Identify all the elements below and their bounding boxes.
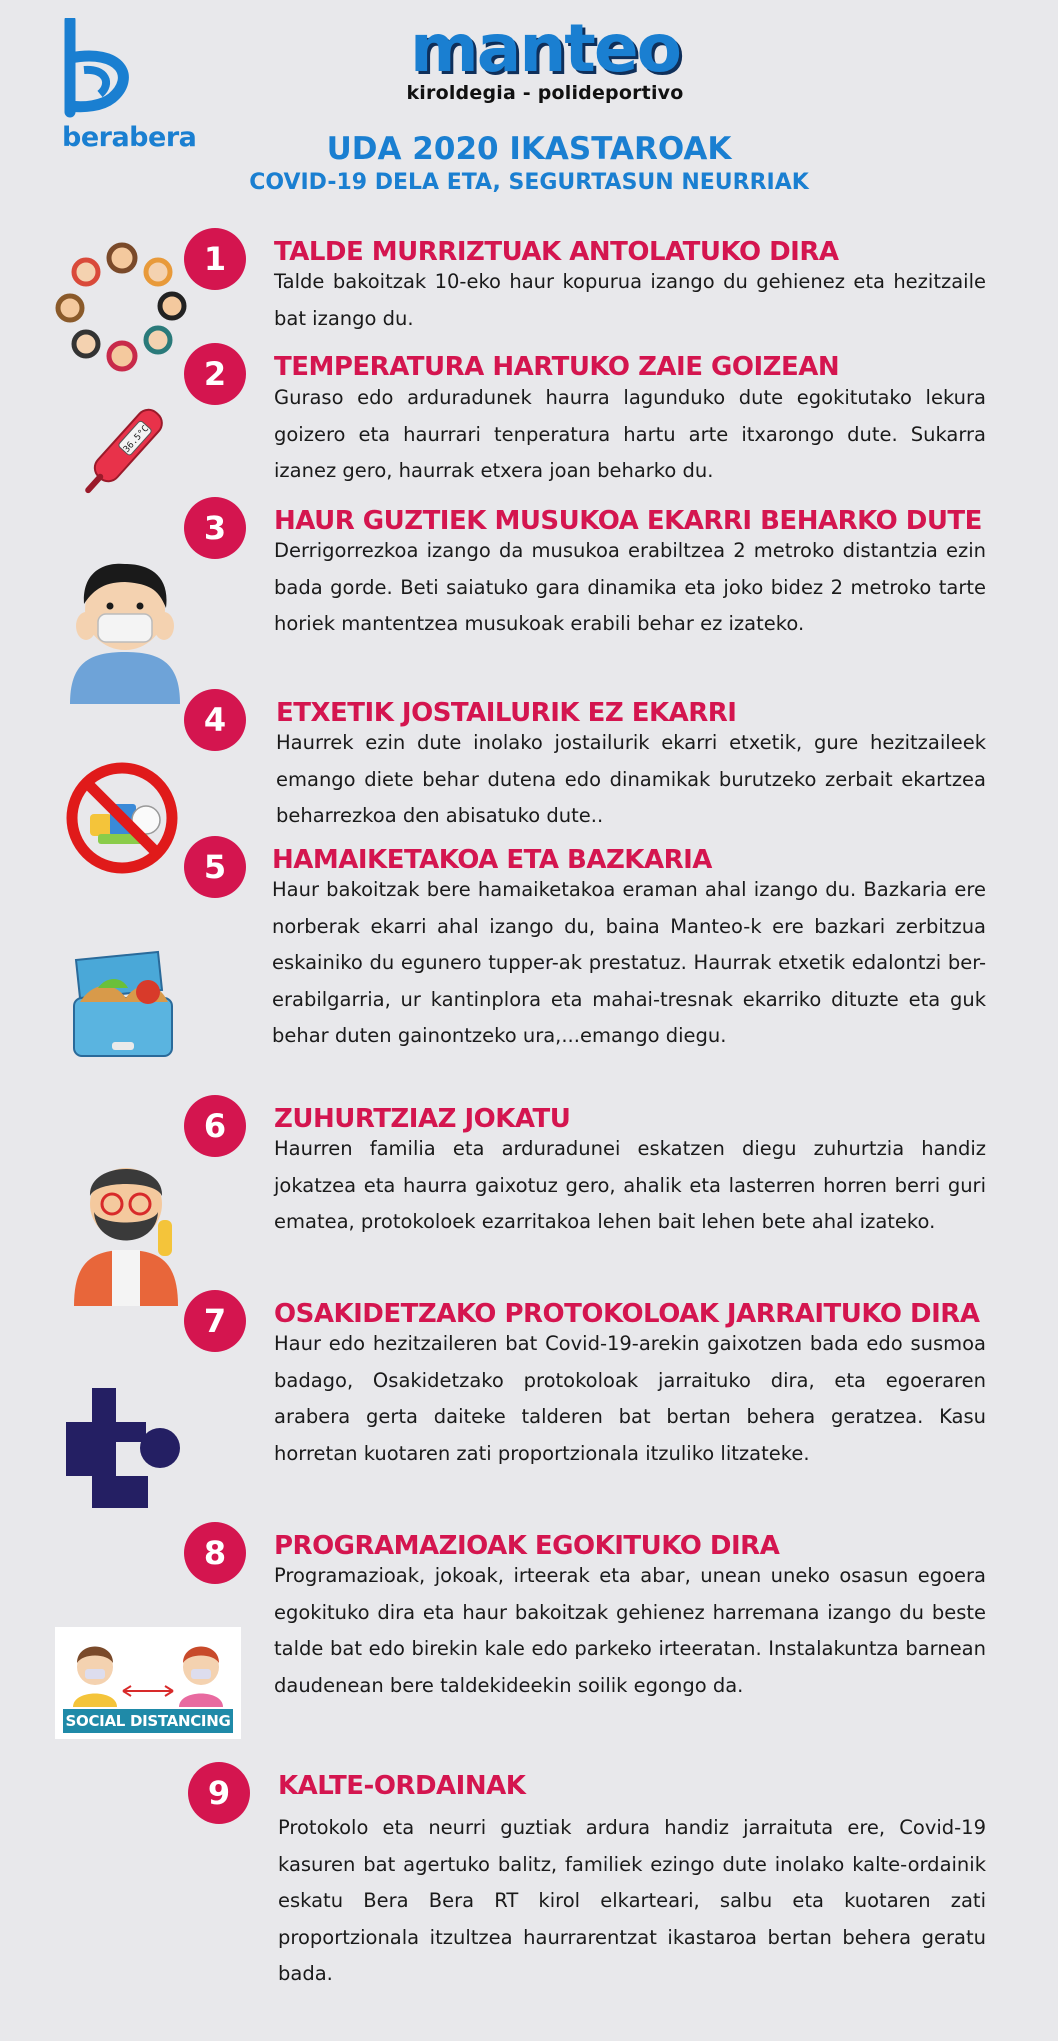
- rule-title: KALTE-ORDAINAK: [278, 1771, 526, 1801]
- page-title: UDA 2020 IKASTAROAK: [326, 131, 732, 167]
- rule-text: Haur bakoitzak bere hamaiketakoa eraman ahal izango du. Bazkaria ere norberak ekarri ahal izango du, baina Manteo-k ere bazkari zerbitzua eskainiko du egunero tupper-ak prestatuz. Haurrak etxetik edalontzi ber-erabilgarria, ur kantinplora eta mahai-tresnak ekarriko dituzte eta guk behar duten gainontzeko ura,...emango diegu.: [272, 878, 986, 1047]
- man-phone-icon: [66, 1146, 190, 1306]
- masked-child-icon: [62, 552, 188, 704]
- lunchbox-icon: [66, 948, 196, 1064]
- rule-number-badge: 7: [184, 1290, 246, 1352]
- manteo-subtitle: kiroldegia - polideportivo: [406, 82, 684, 104]
- rule-number-badge: 9: [188, 1762, 250, 1824]
- rule-text: Derrigorrezkoa izango da musukoa erabiltzea 2 metroko distantzia ezin bada gorde. Beti saiatuko gara dinamika eta joko bidez 2 metroko tarte horiek mantentzea musukoak erabili behar ez izateko.: [274, 539, 986, 635]
- no-toys-icon: [64, 760, 180, 876]
- children-circle-icon: [54, 240, 190, 376]
- manteo-logo: [380, 10, 710, 104]
- page-title-block: [0, 130, 1058, 198]
- rule-number-badge: 8: [184, 1522, 246, 1584]
- rule-text: Guraso edo arduradunek haurra lagunduko dute egokitutako lekura goizero eta haurrari tenperatura hartu arte itxarongo dute. Sukarra izanez gero, haurrak etxera joan beharko du.: [274, 386, 986, 482]
- rule-number-badge: 2: [184, 343, 246, 405]
- social-distancing-icon: [55, 1627, 241, 1707]
- rule-text: Protokolo eta neurri guztiak ardura handiz jarraituta ere, Covid-19 kasuren bat agertuko balitz, familiek ezingo dute inolako kalte-ordainik eskatu Bera Bera RT kirol elkarteari, salbu eta kuotaren zati proportzionala itzultzea haurrarentzat ikastaroa bertan behera geratu bada.: [278, 1816, 986, 1985]
- manteo-wordmark: manteo: [410, 10, 680, 87]
- thermometer-icon: [72, 392, 182, 502]
- social-distancing-illustration: [55, 1627, 241, 1739]
- rule-title: PROGRAMAZIOAK EGOKITUKO DIRA: [274, 1531, 780, 1561]
- berabera-b-icon: [62, 18, 142, 118]
- rule-text: Haurrek ezin dute inolako jostailurik ekarri etxetik, gure hezitzaileek emango diete behar dutena edo dinamikak burutzeko zerbait ekartzea beharrezkoa den abisatuko dute..: [276, 731, 986, 827]
- rule-title: ETXETIK JOSTAILURIK EZ EKARRI: [276, 698, 737, 728]
- rule-title: HAMAIKETAKOA ETA BAZKARIA: [272, 845, 712, 875]
- thermometer-reading: 36.5°C: [121, 423, 152, 455]
- osakidetza-logo-icon: [66, 1388, 186, 1510]
- rule-title: TALDE MURRIZTUAK ANTOLATUKO DIRA: [274, 237, 839, 267]
- social-distancing-badge: SOCIAL DISTANCING: [63, 1709, 233, 1733]
- rule-number-badge: 1: [184, 228, 246, 290]
- rule-text: Haur edo hezitzaileren bat Covid-19-arekin gaixotzen bada edo susmoa badago, Osakidetzako protokoloak jarraituko dira, eta egoeraren arabera gerta daiteke talderen bat bertan behera geratzea. Kasu horretan kuotaren zati proportzionala itzuliko litzateke.: [274, 1332, 986, 1465]
- rule-text: Haurren familia eta arduradunei eskatzen diegu zuhurtzia handiz jokatzea eta haurra gaixotuz gero, ahalik eta lasterren horren berri guri ematea, protokoloek ezarritakoa lehen bait lehen bete ahal izateko.: [274, 1137, 986, 1233]
- rule-title: OSAKIDETZAKO PROTOKOLOAK JARRAITUKO DIRA: [274, 1299, 980, 1329]
- rule-number-badge: 3: [184, 497, 246, 559]
- rule-title: ZUHURTZIAZ JOKATU: [274, 1104, 571, 1134]
- page-subtitle: COVID-19 DELA ETA, SEGURTASUN NEURRIAK: [249, 170, 809, 195]
- rule-number-badge: 6: [184, 1095, 246, 1157]
- rule-title: TEMPERATURA HARTUKO ZAIE GOIZEAN: [274, 352, 840, 382]
- rule-number-badge: 4: [184, 689, 246, 751]
- rule-text: Programazioak, jokoak, irteerak eta abar, unean uneko osasun egoera egokituko dira eta haur bakoitzak gehienez harremana izango du beste talde bat edo birekin kale edo parkeko irteeratan. Instalakuntza barnean daudenean bere taldekideekin soilik egongo da.: [274, 1564, 986, 1697]
- berabera-wordmark: berabera: [62, 122, 197, 153]
- rule-number-badge: 5: [184, 836, 246, 898]
- rule-text: Talde bakoitzak 10-eko haur kopurua izango du gehienez eta hezitzaile bat izango du.: [274, 270, 986, 330]
- rule-title: HAUR GUZTIEK MUSUKOA EKARRI BEHARKO DUTE: [274, 506, 982, 536]
